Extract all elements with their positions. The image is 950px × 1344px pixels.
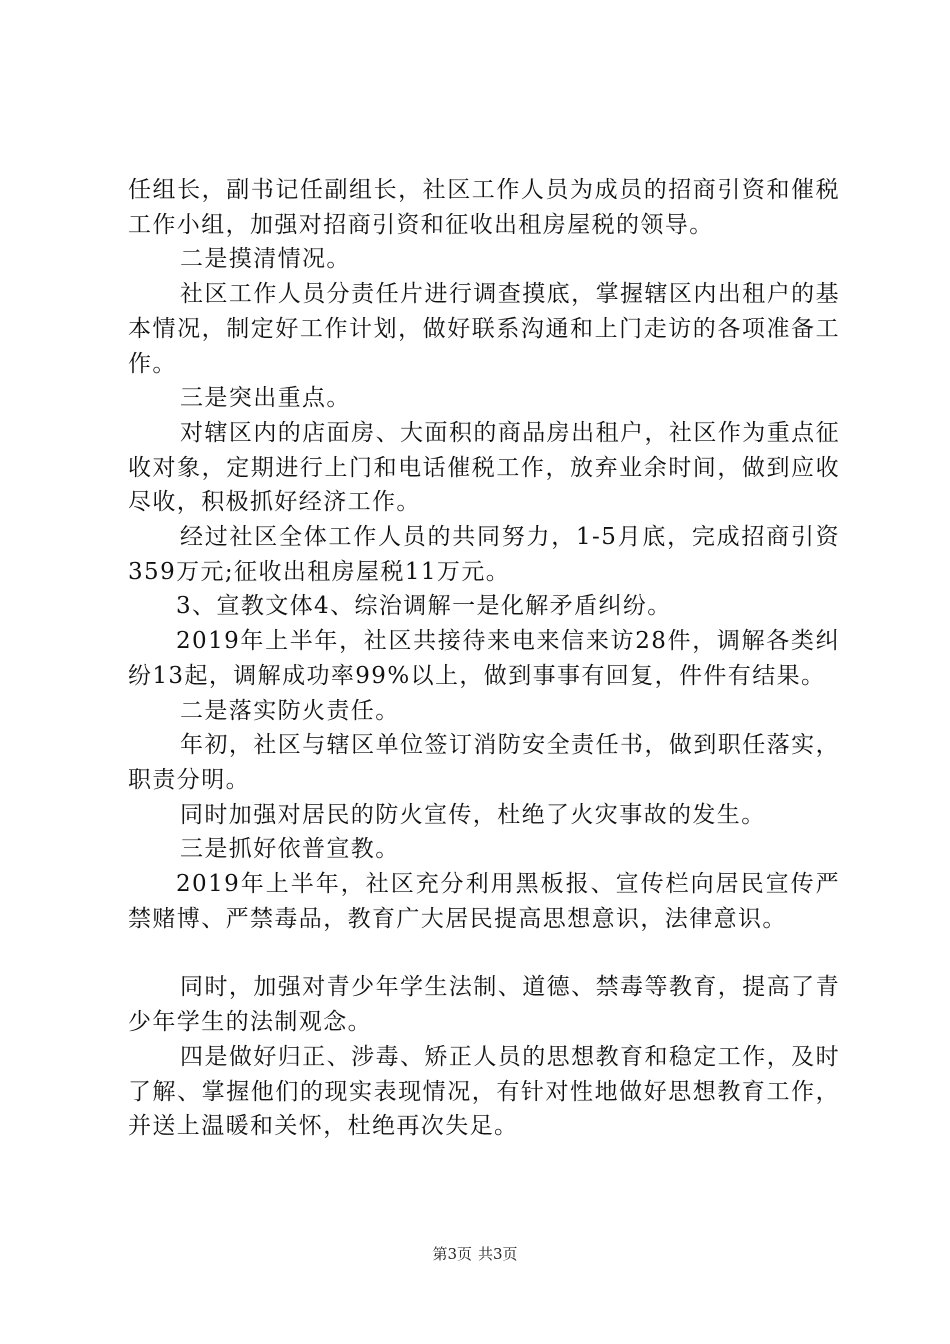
heading-mediation: 3、宣教文体4、综治调解一是化解矛盾纠纷。 xyxy=(176,593,672,620)
heading-fire-safety: 二是落实防火责任。 xyxy=(180,697,400,724)
paragraph-survey: 社区工作人员分责任片进行调查摸底，掌握辖区内出租户的基本情况，制定好工作计划，做好联系沟通和上门走访的各项准备工作。 xyxy=(128,281,840,377)
heading-survey: 二是摸清情况。 xyxy=(180,246,351,273)
paragraph-focus: 对辖区内的店面房、大面积的商品房出租户，社区作为重点征收对象，定期进行上门和电话催税工作，放弃业余时间，做到应收尽收，积极抓好经济工作。 xyxy=(128,419,840,516)
paragraph-fire-publicity: 同时加强对居民的防火宣传，杜绝了火灾事故的发生。 xyxy=(180,801,766,828)
heading-legal-education: 三是抓好依普宣教。 xyxy=(180,836,400,863)
paragraph-leading-group: 任组长，副书记任副组长，社区工作人员为成员的招商引资和催税工作小组，加强对招商引资和征收出租房屋税的领导。 xyxy=(128,177,840,238)
paragraph-rehabilitation: 四是做好归正、涉毒、矫正人员的思想教育和稳定工作，及时了解、掌握他们的现实表现情况，有针对性地做好思想教育工作，并送上温暖和关怀，杜绝再次失足。 xyxy=(128,1043,840,1140)
paragraph-mediation: 2019年上半年，社区共接待来电来信来访28件，调解各类纠纷13起，调解成功率99%以上，做到事事有回复，件件有结果。 xyxy=(128,628,840,689)
page-footer xyxy=(0,1244,950,1264)
page-number-total: 共3页 xyxy=(478,1245,518,1263)
document-body xyxy=(128,173,840,1144)
paragraph-youth-education: 同时，加强对青少年学生法制、道德、禁毒等教育，提高了青少年学生的法制观念。 xyxy=(128,974,840,1036)
paragraph-results: 经过社区全体工作人员的共同努力，1-5月底，完成招商引资359万元;征收出租房屋税11万元。 xyxy=(128,524,840,585)
paragraph-fire-safety: 年初，社区与辖区单位签订消防安全责任书，做到职任落实，职责分明。 xyxy=(128,732,840,793)
heading-focus: 三是突出重点。 xyxy=(180,385,351,412)
paragraph-legal-education: 2019年上半年，社区充分利用黑板报、宣传栏向居民宣传严禁赌博、严禁毒品，教育广大居民提高思想意识，法律意识。 xyxy=(128,871,840,932)
page-number-current: 第3页 xyxy=(432,1245,472,1263)
